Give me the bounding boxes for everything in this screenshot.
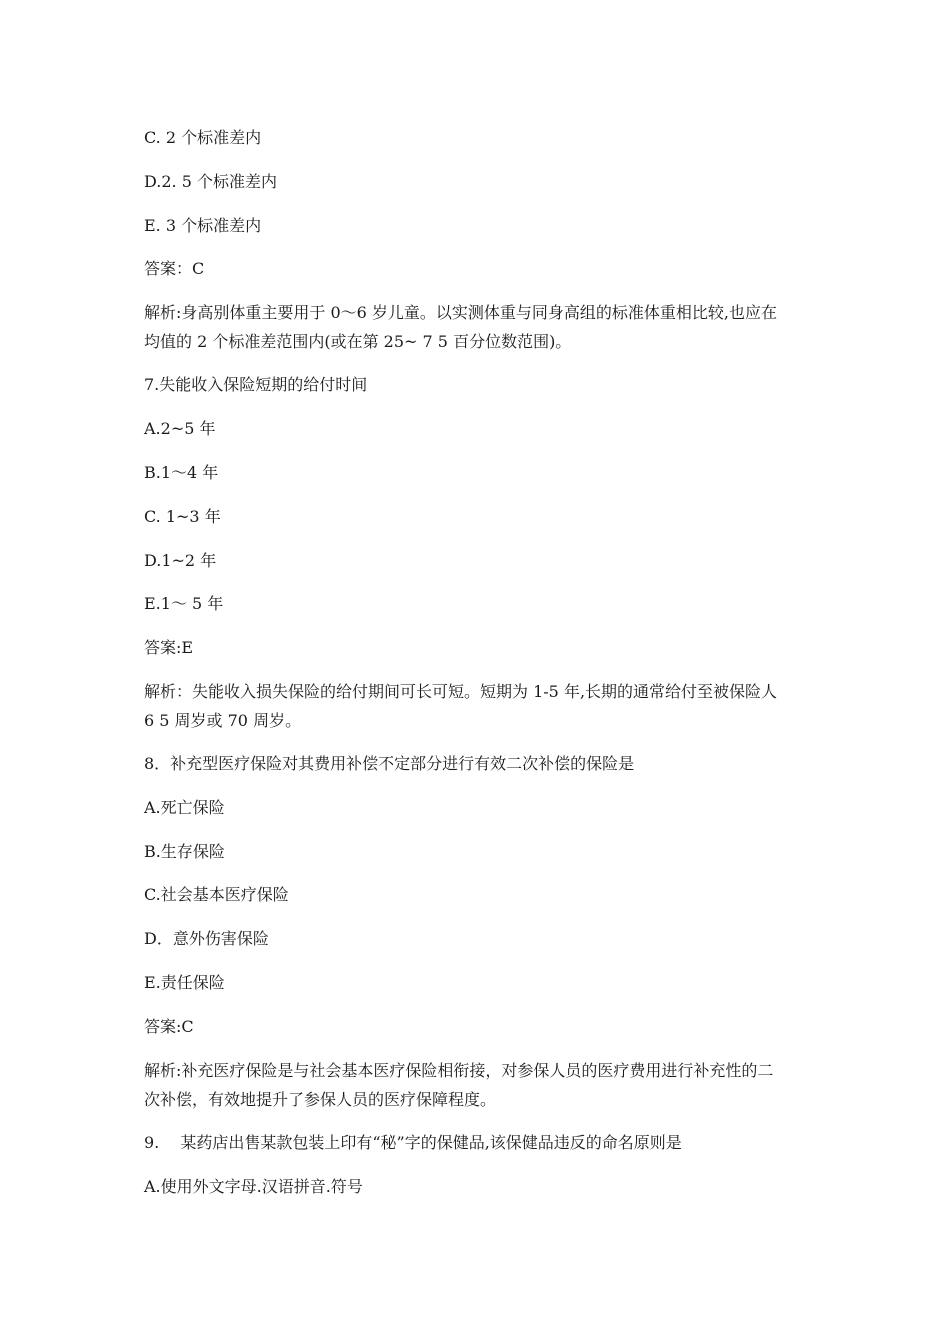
option-e-line: E. 3 个标准差内 [144, 216, 262, 235]
analysis-line: 解析:补充医疗保险是与社会基本医疗保险相衔接，对参保人员的医疗费用进行补充性的二 [144, 1061, 774, 1080]
analysis-line: 解析:身高别体重主要用于 0～6 岁儿童。以实测体重与同身高组的标准体重相比较,也应在 [144, 303, 778, 322]
answer-line: 答案:C [144, 1017, 194, 1036]
option-c-line: C. 2 个标准差内 [144, 128, 262, 147]
question-8-stem: 8．补充型医疗保险对其费用补偿不定部分进行有效二次补偿的保险是 [144, 754, 635, 773]
question-9-stem: 9. 某药店出售某款包装上印有“秘”字的保健品,该保健品违反的命名原则是 [144, 1133, 682, 1152]
option-e-line: E.责任保险 [144, 973, 225, 992]
analysis-line-continued: 6 5 周岁或 70 周岁。 [144, 711, 302, 730]
option-e-line: E.1～ 5 年 [144, 594, 224, 613]
option-a-line: A.死亡保险 [144, 798, 225, 817]
option-a-line: A.使用外文字母.汉语拼音.符号 [144, 1177, 363, 1196]
answer-line: 答案:E [144, 638, 194, 657]
question-7-stem: 7.失能收入保险短期的给付时间 [144, 375, 368, 394]
option-b-line: B.1～4 年 [144, 463, 219, 482]
answer-line: 答案：C [144, 259, 205, 278]
analysis-line-continued: 均值的 2 个标准差范围内(或在第 25~ 7 5 百分位数范围)。 [144, 332, 572, 351]
option-c-line: C. 1~3 年 [144, 507, 221, 526]
option-d-line: D.2. 5 个标准差内 [144, 172, 277, 191]
option-a-line: A.2~5 年 [144, 419, 216, 438]
option-b-line: B.生存保险 [144, 842, 225, 861]
option-d-line: D．意外伤害保险 [144, 929, 269, 948]
option-d-line: D.1~2 年 [144, 551, 217, 570]
option-c-line: C.社会基本医疗保险 [144, 885, 289, 904]
analysis-line: 解析：失能收入损失保险的给付期间可长可短。短期为 1-5 年,长期的通常给付至被保险人 [144, 682, 778, 701]
analysis-line-continued: 次补偿，有效地提升了参保人员的医疗保障程度。 [144, 1090, 497, 1109]
